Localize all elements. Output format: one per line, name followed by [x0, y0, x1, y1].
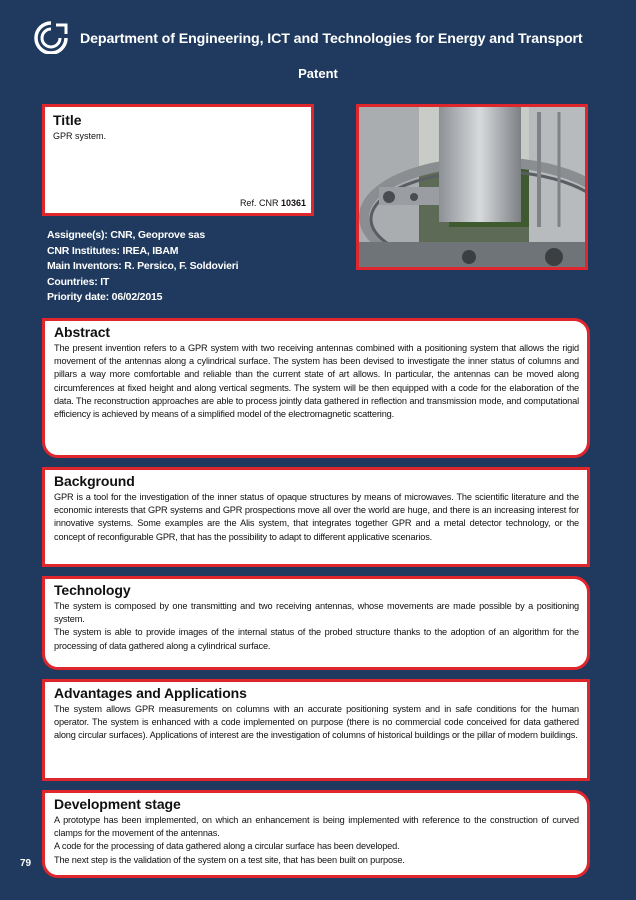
- patent-title: GPR system.: [53, 131, 107, 141]
- development-text: [54, 814, 579, 867]
- page-number: 79: [20, 858, 32, 869]
- reference-number: [240, 198, 306, 208]
- title-box: [42, 104, 314, 216]
- assignees: Assignee(s): CNR, Geoprove sas: [47, 229, 205, 241]
- patent-metadata: [47, 228, 238, 306]
- abstract-heading: Abstract: [54, 324, 110, 340]
- ref-number: 10361: [280, 198, 306, 208]
- inventors: Main Inventors: R. Persico, F. Soldovieri: [47, 260, 239, 272]
- advantages-text: The system allows GPR measurements on columns with an accurate positioning system and in safe conditions for the human operator. The system is enhanced with a code implemented on purpose (there is no commercial code conceived for data gathered along circular surfaces). Applications of interest are the investigation of columns of historical buildings or the pillar of modern buildings.: [54, 704, 579, 741]
- institutes: CNR Institutes: IREA, IBAM: [47, 244, 179, 257]
- abstract-text: The present invention refers to a GPR system with two receiving antennas combined with a positioning system that allows the rigid movement of the antennas along a cylindrical surface. The system has been devised to investigate the inner status of columns and pillars a way more comfortable and reliable than the current state of art allows. In particular, the antennas can be moved along circumferences at fixed height and along vertical segments. The system will be then equipped with a code for the elaboration of the data. The reconstruction approaches are able to process jointly data gathered in reflection and transmission mode, and computational efficiency is achieved by means of a simplified model of the electromagnetic scattering.: [54, 343, 579, 420]
- ref-prefix: Ref. CNR: [239, 198, 279, 208]
- title-heading: Title: [53, 112, 82, 128]
- development-paragraph-3: The next step is the validation of the system on a test site, that has been built on purpose.: [54, 854, 405, 865]
- cnr-logo-icon: [31, 20, 71, 54]
- advantages-heading: Advantages and Applications: [54, 685, 247, 701]
- countries: Countries: IT: [47, 275, 110, 288]
- department-title: Department of Engineering, ICT and Technologies for Energy and Transport: [80, 31, 583, 47]
- technology-heading: Technology: [54, 582, 131, 598]
- priority-date: Priority date: 06/02/2015: [47, 291, 163, 303]
- gpr-system-photo: [356, 104, 588, 270]
- advantages-section: [42, 679, 590, 781]
- development-paragraph-2: A code for the processing of data gathered along a circular surface has been developed.: [54, 841, 400, 852]
- background-text: GPR is a tool for the investigation of the inner status of opaque structures by means of microwaves. The scientific literature and the economic interests that GPR systems and GPR prospections move all over the world are huge, and there is an increasing interest for innovative systems. Some examples are the Alis system, that integrates together GPR and a metal detector technology, or the concept of reconfigurable GPR, that has the possibility to adapt to different applicative scenarios.: [54, 492, 579, 542]
- development-section: [42, 790, 590, 878]
- technology-paragraph-2: The system is able to provide images of the internal status of the probed structure thanks to the adoption of an algorithm for the processing of data gathered along a cylindrical surface.: [54, 627, 579, 651]
- development-heading: Development stage: [54, 796, 181, 812]
- technology-paragraph-1: The system is composed by one transmitting and two receiving antennas, whose movements are made possible by a positioning system.: [54, 601, 579, 625]
- background-section: [42, 467, 590, 567]
- document-type: Patent: [298, 66, 338, 81]
- background-heading: Background: [54, 473, 135, 489]
- abstract-section: [42, 318, 590, 458]
- technology-section: [42, 576, 590, 670]
- technology-text: [54, 600, 579, 653]
- development-paragraph-1: A prototype has been implemented, on which an enhancement is being implemented with reference to the construction of curved clamps for the movement of the antennas.: [54, 815, 579, 839]
